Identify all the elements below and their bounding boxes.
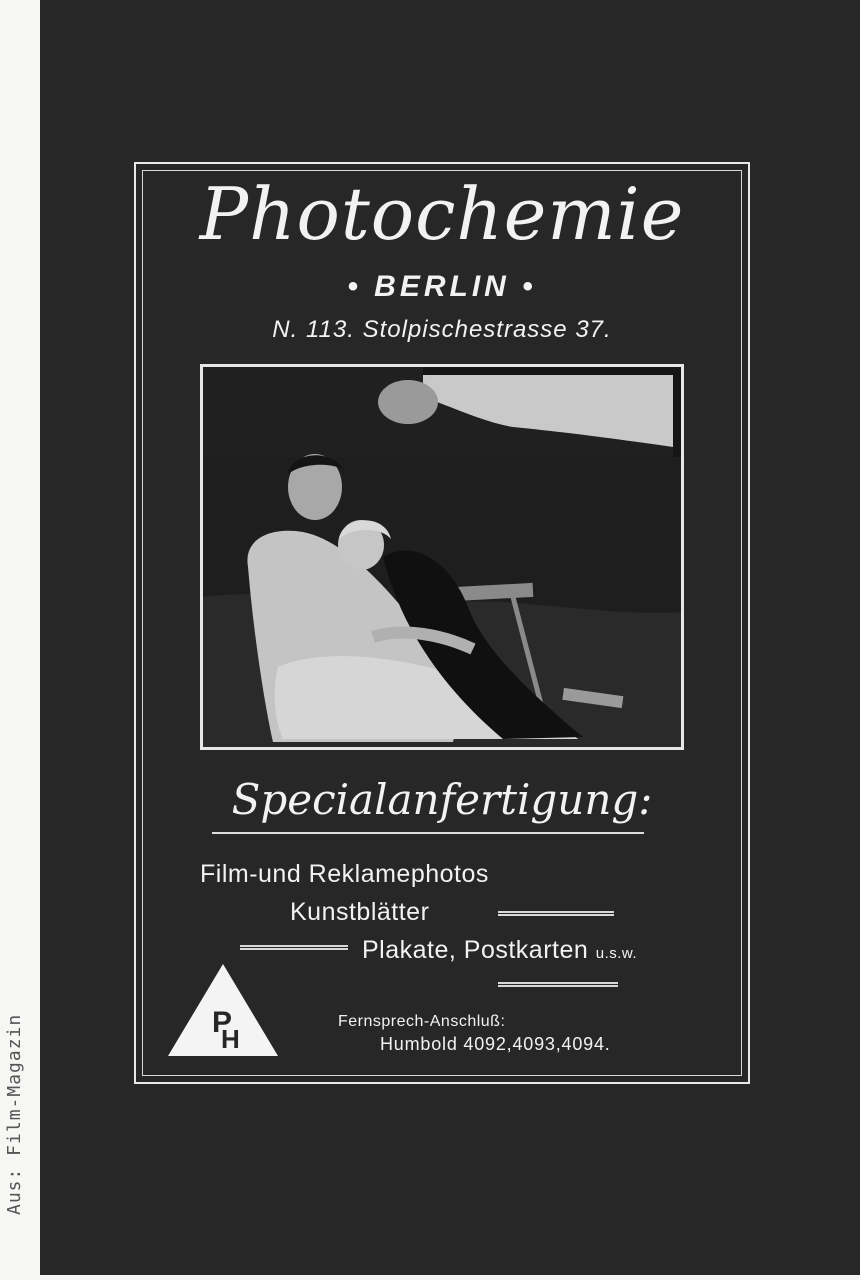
service-posters-text: Plakate, Postkarten <box>362 936 589 964</box>
street-address: N. 113. Stolpischestrasse 37. <box>272 316 612 343</box>
decorative-rule <box>240 945 348 950</box>
svg-text:P: P <box>212 1006 233 1039</box>
service-film-photos: Film-und Reklamephotos <box>200 860 489 888</box>
photograph <box>200 364 684 750</box>
service-etc: u.s.w. <box>595 945 638 962</box>
decorative-rule <box>498 982 618 987</box>
heading-underline <box>212 832 644 834</box>
phone-label: Fernsprech-Anschluß: <box>338 1013 506 1030</box>
decorative-rule <box>498 911 614 916</box>
specialty-heading: Specialanfertigung: <box>231 775 653 824</box>
photograph-image <box>203 367 681 747</box>
city-name: • BERLIN • <box>347 270 537 303</box>
service-posters <box>362 936 637 965</box>
phone-numbers: Humbold 4092,4093,4094. <box>380 1034 611 1054</box>
ph-triangle-logo <box>166 962 280 1062</box>
service-art-prints: Kunstblätter <box>290 898 430 926</box>
brand-name: Photochemie <box>199 172 685 256</box>
side-caption: Aus: Film-Magazin <box>4 1013 25 1215</box>
svg-text:H: H <box>221 1024 240 1054</box>
